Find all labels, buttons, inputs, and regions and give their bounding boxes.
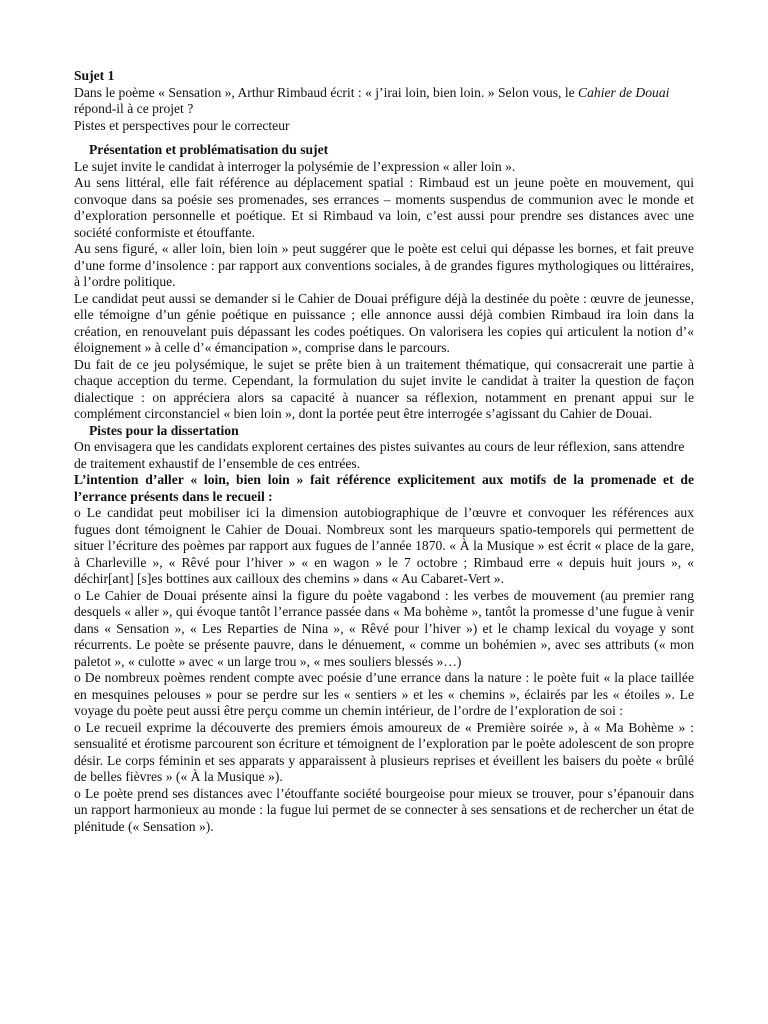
section-heading-pistes: Pistes pour la dissertation — [89, 422, 239, 438]
subtitle: Pistes et perspectives pour le correcteur — [74, 117, 290, 133]
paragraph: Le sujet invite le candidat à interroger la polysémie de l’expression « aller loin ». — [74, 158, 516, 174]
paragraph: Du fait de ce jeu polysémique, le sujet se prête bien à un traitement thématique, qui consacrerait une partie à chaque acception du terme. Cependant, la formulation du sujet invite le candidat à traiter la question de façon dialectique : on appréciera alors sa capacité à nuancer sa réflexion, notamment en prenant appui sur le complément circonstanciel « bien loin », dont la portée peut être interrogée s’agissant du Cahier de Douai. — [74, 356, 694, 421]
bullet-item: o De nombreux poèmes rendent compte avec poésie d’une errance dans la nature : le poète fuit « la place taillée en mesquines pelouses » pour se perdre sur les « sentiers » et les « chemins », éclairés par les « étoiles ». Le voyage du poète peut aussi être perçu comme un chemin intérieur, de l’ordre de l’exploration de soi : — [74, 670, 694, 718]
paragraph: Le candidat peut aussi se demander si le Cahier de Douai préfigure déjà la destinée du poète : œuvre de jeunesse, elle témoigne d’un génie poétique en puissance ; elle annonce aussi déjà combien Rimbaud ira loin dans la création, en renouvelant puis dépassant les codes poétiques. On valorisera les copies qui articulent la notion d’« éloignement » à celle d’« émancipation », comprise dans le parcours. — [74, 290, 694, 355]
paragraph: On envisagera que les candidats explorent certaines des pistes suivantes au cours de leur réflexion, sans attendre de traitement exhaustif de l’ensemble de ces entrées. — [74, 439, 685, 471]
subject-title: Sujet 1 — [74, 68, 115, 83]
bullet-item: o Le recueil exprime la découverte des premiers émois amoureux de « Première soirée », à « Ma Bohème » : sensualité et érotisme parcourent son écriture et témoignent de l’exploration par le poète adolescent de son propre désir. Le corps féminin et ses apparats y apparaissent à plusieurs reprises et éveillent les baisers du poète « brûlé de belles fièvres » (« À la Musique »). — [74, 719, 694, 784]
paragraph: Au sens figuré, « aller loin, bien loin » peut suggérer que le poète est celui qui dépasse les bornes, et fait preuve d’une forme d’insolence : par rapport aux conventions sociales, à de grandes figures mythologiques ou littéraires, à l’ordre politique. — [74, 241, 694, 289]
part-heading: L’intention d’aller « loin, bien loin » fait référence explicitement aux motifs de la promenade et de l’errance présents dans le recueil : — [74, 472, 694, 504]
subject-prompt — [74, 85, 694, 118]
bullet-item: o Le Cahier de Douai présente ainsi la figure du poète vagabond : les verbes de mouvement (au premier rang desquels « aller », qui évoque tantôt l’errance passée dans « Ma bohème », tantôt la promesse d’une fugue à venir dans « Sensation », « Les Reparties de Nina », « Rêvé pour l’hiver ») et le champ lexical du voyage y sont récurrents. Le poète se présente pauvre, dans le dénuement, « comme un bohémien », avec ses attributs (« mon paletot », « culotte » avec « un large trou », « mes souliers blessés »…) — [74, 587, 694, 669]
paragraph: Au sens littéral, elle fait référence au déplacement spatial : Rimbaud est un jeune poète en mouvement, qui convoque dans sa poésie ses promenades, ses errances – moments suspendus de communion avec le monde et d’exploration personnelle et poétique. Et si Rimbaud va loin, c’est aussi pour prendre ses distances avec une société conformiste et étouffante. — [74, 175, 694, 240]
bullet-item: o Le poète prend ses distances avec l’étouffante société bourgeoise pour mieux se trouver, pour s’épanouir dans un rapport harmonieux au monde : la fugue lui permet de se connecter à ses sensations et de rechercher un état de plénitude (« Sensation »). — [74, 785, 694, 834]
section-heading-presentation: Présentation et problématisation du sujet — [89, 142, 329, 157]
prompt-text-start: Dans le poème « Sensation », Arthur Rimbaud écrit : « j’irai loin, bien loin. » Selon vous, le — [74, 84, 579, 100]
document-page — [74, 68, 694, 835]
bullet-item: o Le candidat peut mobiliser ici la dimension autobiographique de l’œuvre et convoquer les références aux fugues dont témoignent le Cahier de Douai. Nombreux sont les marqueurs spatio-temporels qui permettent de situer l’écriture des poèmes par rapport aux fugues de l’année 1870. « À la Musique » est écrit « place de la gare, à Charleville », « Rêvé pour l’hiver » « en wagon » le 7 octobre ; Rimbaud erre « depuis huit jours », « déchir[ant] [s]es bottines aux cailloux des chemins » dans « Au Cabaret-Vert ». — [74, 505, 694, 586]
prompt-work-title: Cahier de Douai — [578, 84, 670, 100]
prompt-text-end: répond-il à ce projet ? — [74, 101, 194, 116]
